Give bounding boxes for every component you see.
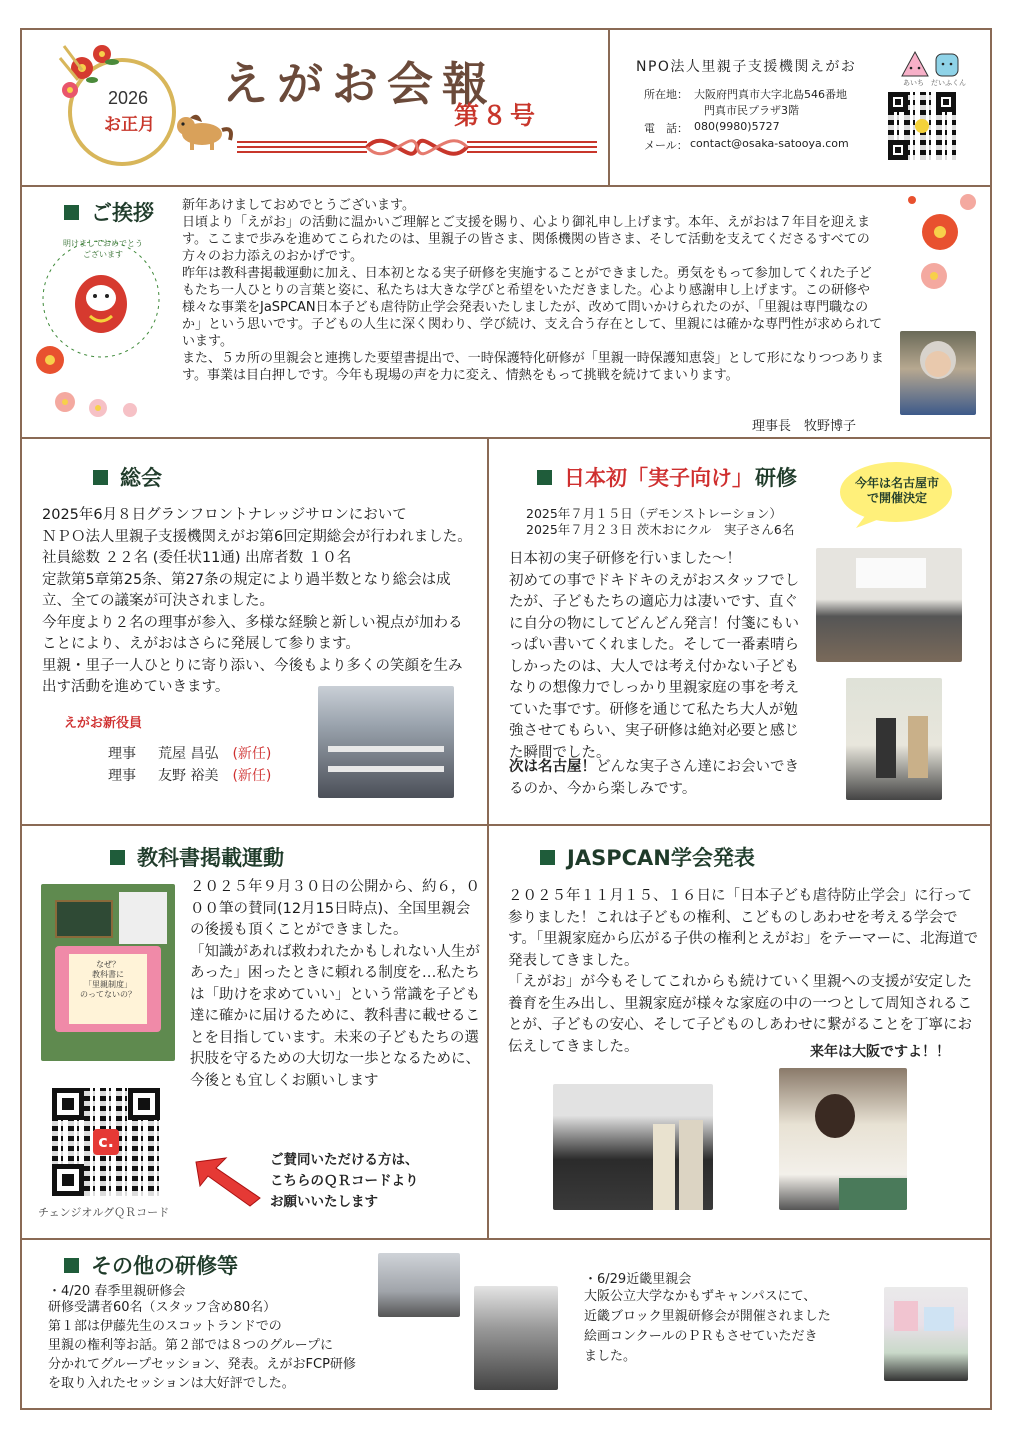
- qr-caption: チェンジオルグＱＲコード: [38, 1206, 170, 1219]
- meeting-photo: [318, 686, 454, 798]
- officer-row: 理事 荒屋 昌弘 (新任): [108, 746, 272, 762]
- issue-number: 第８号: [454, 101, 539, 130]
- textbook-poster: なぜ？ 教科書に 「里親制度」 のってないの？: [41, 884, 175, 1061]
- greeting-body: 新年あけましておめでとうございます。 日頃より「えがお」の活動に温かいご理解とご支援を賜り、心より御礼申し上げます。本年、えがおは７年目を迎えます。ここまで歩みを進めてこられたのは、里親子の皆さま、関係機関の皆さま、そして活動を支えてくださるすべての方々のお力添えのおかげです。 昨年は教科書掲載運動に加え、日本初となる実子研修を実施することができました。勇気をもって参加してくれた子どもたち一人ひとりの言葉と姿に、私たちは大きな学びと希望をいただきました。心より感謝申し上げます。この研修や様々な事業をJaSPCAN日本子ども虐待防止学会発表いたしましたが、改めて問いかけられたのが、「里親は専門職なのか」という思いです。子どもの人生に深く関わり、学び続け、支え合う存在として、里親には確かな専門性が求められています。 また、５カ所の里親会と連携した要望書提出で、一時保護特化研修が「里親一時保護知恵袋」として形になりつつあります。事業は目白押しです。今年も現場の声を力に変え、情熱をもって挑戦を続けてまいります。: [182, 198, 884, 383]
- jisshi-body: 日本初の実子研修を行いました～！ 初めての事でドキドキのえがおスタッフでしたが、子どもたちの適応力は凄いです、直ぐに自分の物にしてどんどん発言！付箋にもいっぱい書いてくれました。そして一番素晴らしかったのは、大人では考え付かない子どもなりの想像力でしっかり里親家庭の事を考えていた事です。研修を通じて私たち大人が勉強させてもらい、実子研修は絶対必要と感じた瞬間でした。: [509, 551, 800, 761]
- jisshi-date: 2025年７月２３日 茨木おにクル 実子さん6名: [526, 522, 795, 537]
- seminar-photo: [474, 1286, 558, 1390]
- mascot-name: だいふくん: [931, 79, 966, 87]
- training-item-heading: ・6/29近畿里親会: [584, 1272, 692, 1287]
- issue-year: 2026: [108, 88, 149, 108]
- training-item-body: 研修受講者60名（スタッフ含め80名） 第１部は伊藤先生のスコットランドでの 里親の権利等お話。第２部では８つのグループに 分かれてグループセッション、発表。えがおFCP研修 を取り入れたセッションは大好評でした。: [48, 1300, 356, 1391]
- horse-illustration: [172, 108, 236, 154]
- address-label: 所在地：: [644, 88, 688, 101]
- jaspcan-body: ２０２５年１１月１５、１６日に「日本子ども虐待防止学会」に行って参りました！これは子どもの権利、こどものしあわせを考える学会です。「里親家庭から広がる子供の権利とえがお」をテーマーに、北海道で発表してきました。 「えがお」が今もそしてこれからも続けていく里親への支援が安定した養育を生み出し、里親家庭が様々な家庭の中の一つとして周知されることが、子どもの安心、そして子どものしあわせに繋がることを丁寧にお伝えしてきました。: [508, 888, 979, 1055]
- training-photo: [816, 548, 962, 662]
- officer-row: 理事 友野 裕美 (新任): [108, 768, 272, 784]
- others-title: その他の研修等: [64, 1250, 238, 1280]
- divider: [20, 185, 992, 187]
- speech-bubble: 今年は名古屋市 で開催決定: [838, 460, 954, 530]
- chair-portrait-photo: [900, 331, 976, 415]
- seminar-photo: [378, 1253, 460, 1317]
- presentation-photo: [779, 1068, 907, 1210]
- divider: [487, 438, 489, 1238]
- art-contest-photo: [884, 1287, 968, 1381]
- org-name: NPO法人里親子支援機関えがお: [636, 59, 857, 75]
- jisshi-date: 2025年７月１５日（デモンストレーション）: [526, 506, 782, 521]
- qr-note: ご賛同いただける方は、 こちらのＱＲコードより お願いいたします: [270, 1152, 419, 1210]
- training-photo: [846, 678, 942, 800]
- jisshi-title: 日本初「実子向け」 研修: [537, 462, 797, 492]
- arrow-icon: [190, 1152, 266, 1208]
- divider: [608, 28, 610, 186]
- daruma-greeting: 明けましておめでとうございます: [63, 239, 143, 259]
- jaspcan-closing: 来年は大阪ですよ！！: [810, 1044, 950, 1060]
- conference-group-photo: [553, 1084, 713, 1210]
- mascot-name: あいち: [903, 79, 924, 87]
- contact-qr-code[interactable]: [888, 92, 956, 160]
- address: 門真市民プラザ3階: [704, 104, 799, 117]
- jaspcan-title: JASPCAN学会発表: [540, 842, 755, 872]
- change-org-qr-code[interactable]: c.: [52, 1088, 160, 1196]
- training-item-body: 大阪公立大学なかもずキャンパスにて、 近畿ブロック里親研修会が開催されました 絵画コンクールのＰＲもさせていただき ました。: [584, 1289, 831, 1364]
- soukai-body: 2025年6月８日グランフロントナレッジサロンにおいて ＮＰＯ法人里親子支援機関えがお第6回定期総会が行われました。社員総数 ２２名 (委任状11通) 出席者数 １０名 定款第5章第25条、第27条の規定により過半数となり総会は成立、全ての議案が可決されました。 今年度より２名の理事が参入、多様な経験と新しい視点が加わることにより、えがおはさらに発展して参ります。 里親・里子一人ひとりに寄り添い、今後もより多くの笑顔を生み出す活動を進めていきます。: [42, 507, 472, 695]
- plum-flowers-icon: [30, 330, 180, 420]
- plum-flowers-icon: [900, 190, 980, 300]
- officer-list: [108, 743, 271, 787]
- mizuhiki-decoration: [237, 130, 597, 168]
- training-item-heading: ・4/20 春季里親研修会: [48, 1284, 186, 1299]
- signature: 理事長 牧野博子: [752, 419, 857, 434]
- mail-label: メール：: [644, 139, 688, 152]
- tel: 080(9980)5727: [694, 120, 780, 133]
- new-officers-title: えがお新役員: [64, 716, 143, 731]
- newsletter-title: えがお会報: [222, 57, 497, 111]
- textbook-title: 教科書掲載運動: [110, 842, 284, 872]
- divider: [20, 437, 992, 439]
- mail[interactable]: contact@osaka-satooya.com: [690, 137, 849, 150]
- greeting-title: ご挨拶: [64, 197, 154, 227]
- divider: [20, 824, 992, 826]
- jisshi-closing: 次は名古屋！どんな実子さん達にお会いできるのか、今から楽しみです。: [509, 759, 799, 797]
- divider: [20, 1238, 992, 1240]
- soukai-title: 総会: [93, 462, 162, 492]
- address: 大阪府門真市大字北島546番地: [694, 88, 847, 101]
- textbook-body: ２０２５年９月３０日の公開から、約６，０００筆の賛同(12月15日時点)、全国里親会の後援も頂くことができました。 「知識があれば救われたかもしれない人生があった」困ったときに頼れる制度を…私たちは「助けを求めていい」という常識を子ども達に確かに届けるために、教科書に載せることを目指しています。未来の子どもたちの選択肢を守るための大切な一歩となるために、 今後とも宜しくお願いします: [190, 879, 480, 1089]
- new-year-label: お正月: [104, 115, 155, 135]
- tel-label: 電 話：: [644, 122, 688, 135]
